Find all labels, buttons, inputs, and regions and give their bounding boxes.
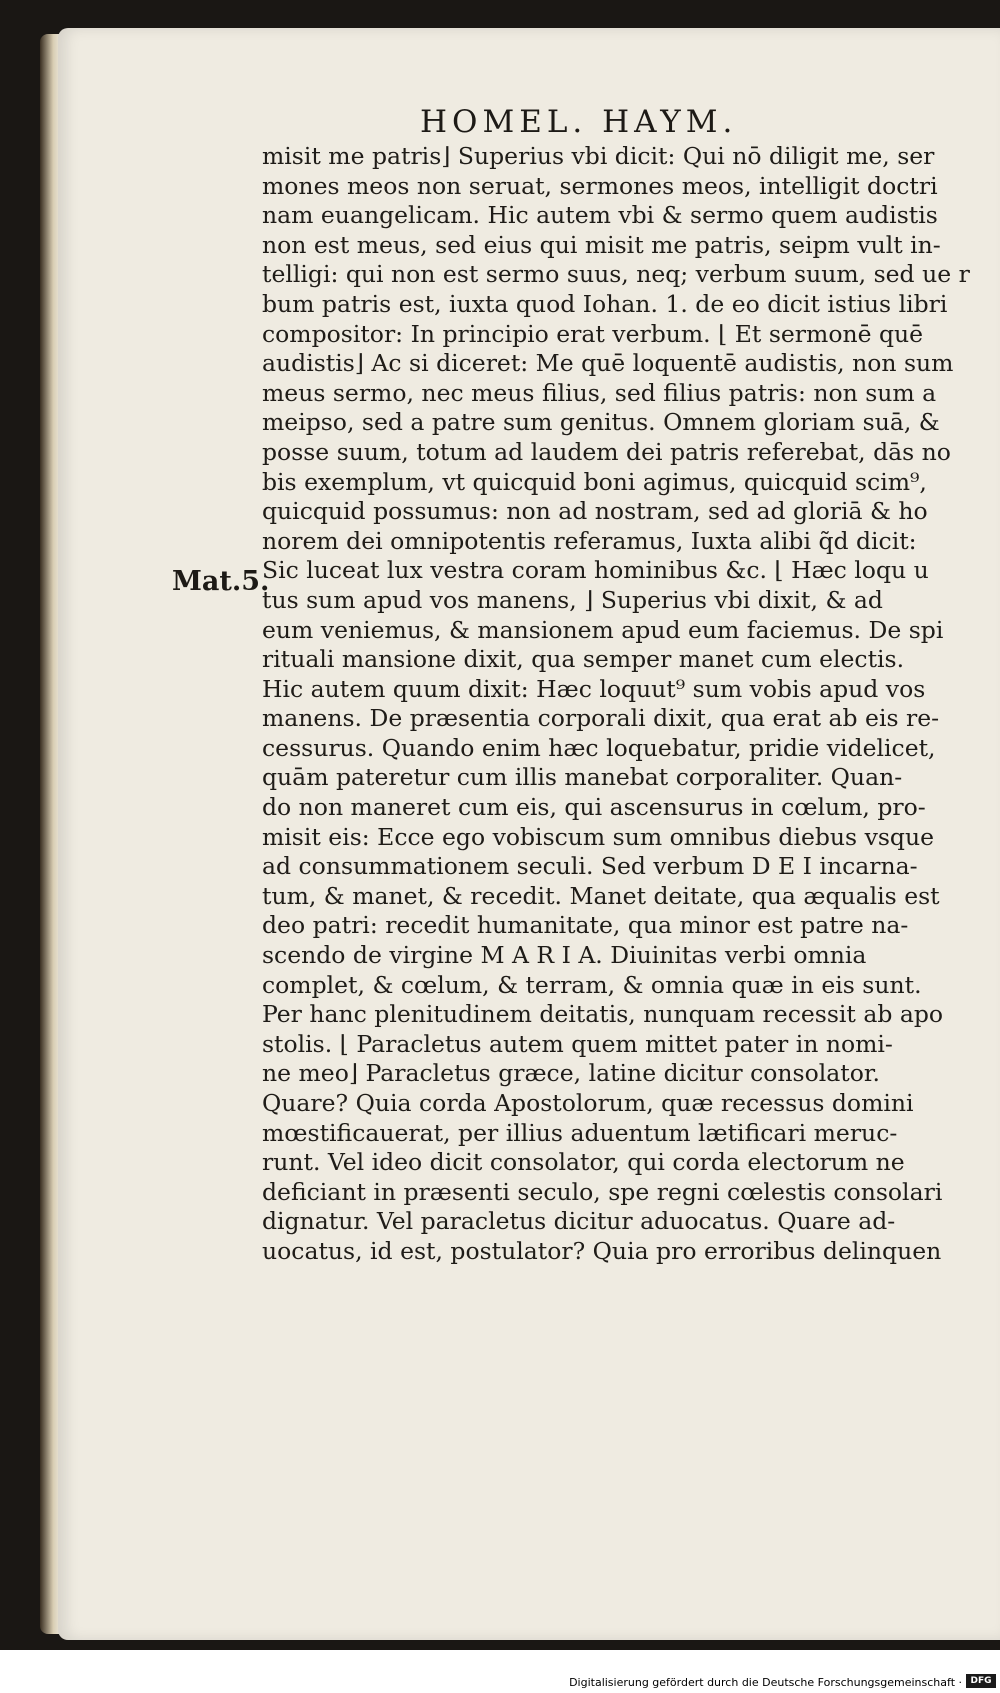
text-line: compositor: In principio erat verbum. ⌊ Et sermonē quē — [262, 319, 924, 348]
text-line: misit eis: Ecce ego vobiscum sum omnibus diebus vsque — [262, 822, 935, 851]
text-line: complet, & cœlum, & terram, & omnia quæ in eis sunt. — [262, 970, 922, 999]
text-line: misit me patris⌋ Superius vbi dicit: Qui nō diligit me, ser — [262, 142, 935, 170]
text-line: deo patri: recedit humanitate, qua minor est patre na- — [262, 911, 909, 940]
running-head: HOMEL. HAYM. — [420, 104, 738, 140]
text-line: tus sum apud vos manens, ⌋ Superius vbi dixit, & ad — [262, 585, 883, 614]
text-line: deficiant in præsenti seculo, spe regni cœlestis consolari — [262, 1177, 943, 1206]
margin-note: Mat.5. — [172, 566, 270, 597]
text-line: Per hanc plenitudinem deitatis, nunquam recessit ab apo — [262, 1000, 944, 1029]
text-line: mœstificauerat, per illius aduentum lætificari meruc- — [262, 1118, 898, 1147]
text-line: norem dei omnipotentis referamus, Iuxta alibi q̃d dicit: — [262, 526, 917, 555]
text-line: mones meos non seruat, sermones meos, intelligit doctri — [262, 171, 938, 200]
text-line: Quare? Quia corda Apostolorum, quæ recessus domini — [262, 1089, 914, 1117]
text-line: scendo de virgine M A R I A. Diuinitas verbi omnia — [262, 941, 867, 970]
text-line: nam euangelicam. Hic autem vbi & sermo quem audistis — [262, 201, 938, 230]
text-line: quicquid possumus: non ad nostram, sed ad gloriā & ho — [262, 497, 928, 526]
text-line: dignatur. Vel paracletus dicitur aduocatus. Quare ad- — [262, 1207, 896, 1236]
text-line: bis exemplum, vt quicquid boni agimus, quicquid scim⁹, — [262, 467, 927, 496]
text-line: uocatus, id est, postulator? Quia pro erroribus delinquen — [262, 1236, 942, 1265]
text-line: meus sermo, nec meus filius, sed filius patris: non sum a — [262, 378, 937, 407]
text-line: rituali mansione dixit, qua semper manet cum electis. — [262, 645, 905, 674]
text-line: eum veniemus, & mansionem apud eum faciemus. De spi — [262, 615, 944, 644]
text-line: do non maneret cum eis, qui ascensurus in cœlum, pro- — [262, 793, 926, 822]
text-line: tum, & manet, & recedit. Manet deitate, qua æqualis est — [262, 881, 940, 910]
dfg-logo: DFG — [966, 1674, 996, 1688]
text-block — [262, 142, 982, 1267]
text-line: posse suum, totum ad laudem dei patris referebat, dās no — [262, 437, 951, 466]
text-line: bum patris est, iuxta quod Iohan. 1. de eo dicit istius libri — [262, 289, 948, 318]
text-line: non est meus, sed eius qui misit me patris, seipm vult in- — [262, 230, 941, 259]
text-line: audistis⌋ Ac si diceret: Me quē loquentē audistis, non sum — [262, 349, 954, 378]
text-line: Sic luceat lux vestra coram hominibus &c. ⌊ Hæc loqu u — [262, 556, 929, 585]
text-line: ad consummationem seculi. Sed verbum D E I incarna- — [262, 852, 918, 881]
text-line: quām pateretur cum illis manebat corporaliter. Quan- — [262, 763, 903, 792]
text-line: Hic autem quum dixit: Hæc loquut⁹ sum vobis apud vos — [262, 674, 926, 703]
text-line: cessurus. Quando enim hæc loquebatur, pridie videlicet, — [262, 733, 936, 762]
text-line: telligi: qui non est sermo suus, neq; verbum suum, sed ue r — [262, 260, 970, 289]
footer-credit: Digitalisierung gefördert durch die Deutsche Forschungsgemeinschaft · — [569, 1676, 962, 1689]
text-line: manens. De præsentia corporali dixit, qua erat ab eis re- — [262, 704, 940, 733]
text-line: ne meo⌋ Paracletus græce, latine dicitur consolator. — [262, 1059, 880, 1088]
text-line: runt. Vel ideo dicit consolator, qui corda electorum ne — [262, 1148, 905, 1177]
text-line: stolis. ⌊ Paracletus autem quem mittet pater in nomi- — [262, 1029, 893, 1058]
text-line: meipso, sed a patre sum genitus. Omnem gloriam suā, & — [262, 408, 940, 437]
